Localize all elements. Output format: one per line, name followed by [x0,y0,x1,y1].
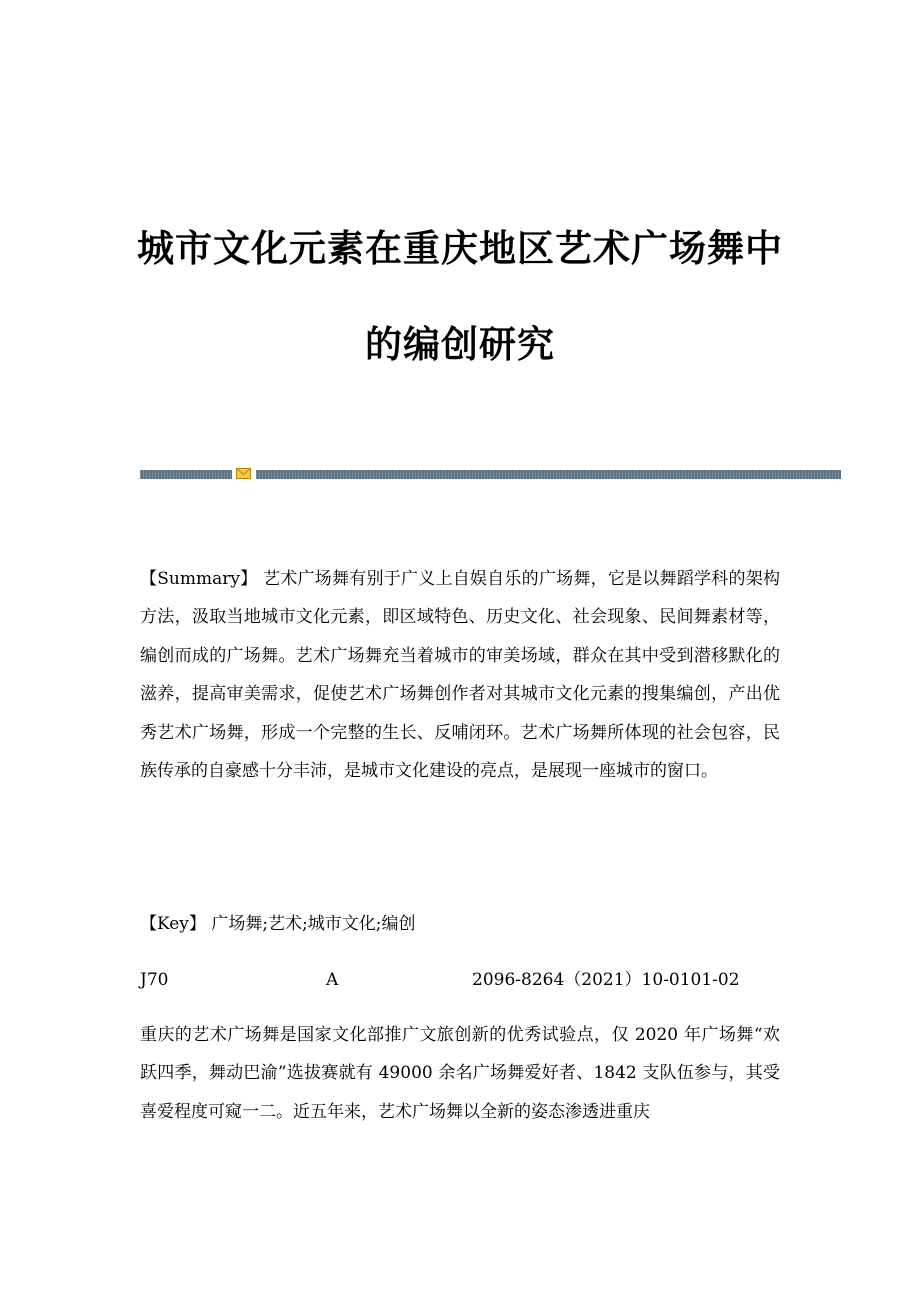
document-type-code: A [326,970,339,990]
summary-paragraph [140,560,780,790]
keywords-label: 【Key】 [140,914,206,934]
envelope-icon [236,467,251,480]
summary-label: 【Summary】 [140,569,258,589]
keywords-paragraph [140,905,780,943]
title-divider-right [256,470,841,479]
classification-row [140,961,780,999]
classification-code: J70 [140,970,169,990]
document-title-line-1: 城市文化元素在重庆地区艺术广场舞中 [137,227,783,270]
document-title-line-2: 的编创研究 [365,323,555,366]
title-divider-left [140,470,232,479]
summary-text: 艺术广场舞有别于广义上自娱自乐的广场舞，它是以舞蹈学科的架构方法，汲取当地城市文化元素，即区域特色、历史文化、社会现象、民间舞素材等，编创而成的广场舞。艺术广场舞充当着城市的审美场域，群众在其中受到潜移默化的滋养，提高审美需求，促使艺术广场舞创作者对其城市文化元素的搜集编创，产出优秀艺术广场舞，形成一个完整的生长、反哺闭环。艺术广场舞所体现的社会包容，民族传承的自豪感十分丰沛，是城市文化建设的亮点，是展现一座城市的窗口。 [140,569,781,782]
keywords-text: 广场舞;艺术;城市文化;编创 [211,914,416,934]
article-number: 2096-8264（2021）10-0101-02 [472,970,740,990]
body-paragraph: 重庆的艺术广场舞是国家文化部推广文旅创新的优秀试验点，仅 2020 年广场舞“欢跃四季，舞动巴渝”选拔赛就有 49000 余名广场舞爱好者、1842 支队伍参与，其受喜爱程度可窥一二。近五年来，艺术广场舞以全新的姿态渗透进重庆 [140,1025,780,1122]
